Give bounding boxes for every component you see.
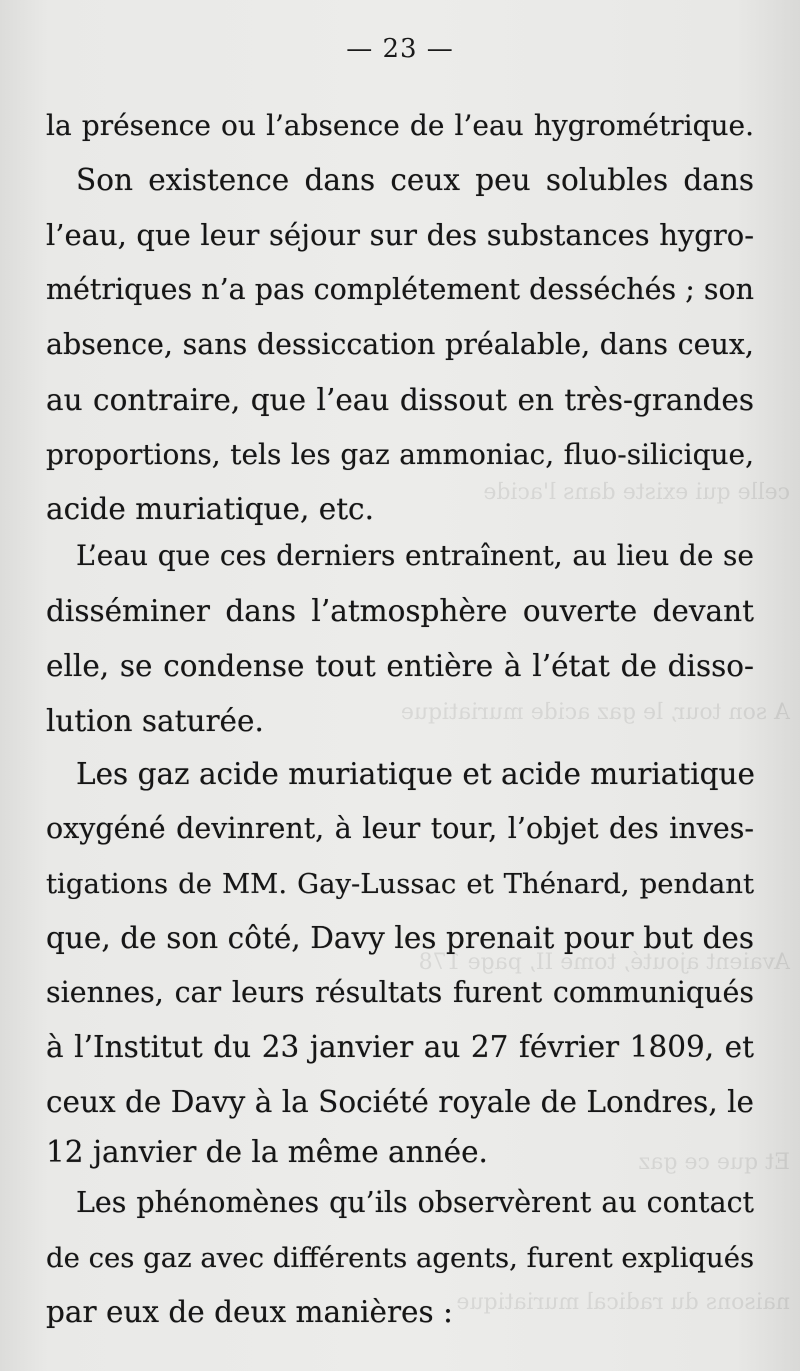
text-line: Les phénomènes qu’ils observèrent au contact bbox=[76, 1186, 754, 1219]
text-line: L’eau que ces derniers entraînent, au lieu de se bbox=[76, 539, 754, 572]
text-line: acide muriatique, etc. bbox=[46, 492, 374, 526]
text-line: de ces gaz avec différents agents, furent expliqués bbox=[46, 1242, 755, 1274]
text-line: l’eau, que leur séjour sur des substances hygro- bbox=[46, 218, 754, 252]
show-through-text: naisons du radical muriatique bbox=[456, 1290, 790, 1315]
show-through-text: Et que ce gaz bbox=[638, 1150, 790, 1175]
show-through-text: celle qui existe dans l'acide bbox=[483, 480, 790, 505]
text-line: proportions, tels les gaz ammoniac, fluo-silicique, bbox=[46, 438, 754, 471]
text-line: Son existence dans ceux peu solubles dans bbox=[76, 163, 754, 197]
show-through-text: A son tour, le gaz acide muriatique bbox=[400, 700, 790, 725]
text-line: à l’Institut du 23 janvier au 27 février 1809, et bbox=[46, 1030, 754, 1064]
text-line: lution saturée. bbox=[46, 704, 264, 738]
text-line: ceux de Davy à la Société royale de Londres, le bbox=[46, 1085, 754, 1119]
text-line: la présence ou l’absence de l’eau hygrométrique. bbox=[46, 109, 754, 142]
text-line: par eux de deux manières : bbox=[46, 1295, 453, 1329]
text-line: siennes, car leurs résultats furent communiqués bbox=[46, 976, 754, 1009]
text-line: tigations de MM. Gay-Lussac et Thénard, pendant bbox=[46, 868, 754, 900]
page-number: — 23 — bbox=[346, 34, 454, 64]
text-line: elle, se condense tout entière à l’état de disso- bbox=[46, 649, 754, 683]
show-through-text: Avaient ajouté, tome II, page 178 bbox=[418, 950, 790, 975]
text-line: 12 janvier de la même année. bbox=[46, 1135, 488, 1169]
text-line: que, de son côté, Davy les prenait pour but des bbox=[46, 921, 754, 955]
text-line: absence, sans dessiccation préalable, dans ceux, bbox=[46, 328, 754, 361]
text-line: disséminer dans l’atmosphère ouverte devant bbox=[46, 594, 754, 628]
text-line: oxygéné devinrent, à leur tour, l’objet des inves- bbox=[46, 812, 754, 845]
text-line: métriques n’a pas complétement desséchés ; son bbox=[46, 273, 754, 306]
text-line: Les gaz acide muriatique et acide muriatique bbox=[76, 757, 756, 791]
text-line: au contraire, que l’eau dissout en très-grandes bbox=[46, 383, 754, 417]
